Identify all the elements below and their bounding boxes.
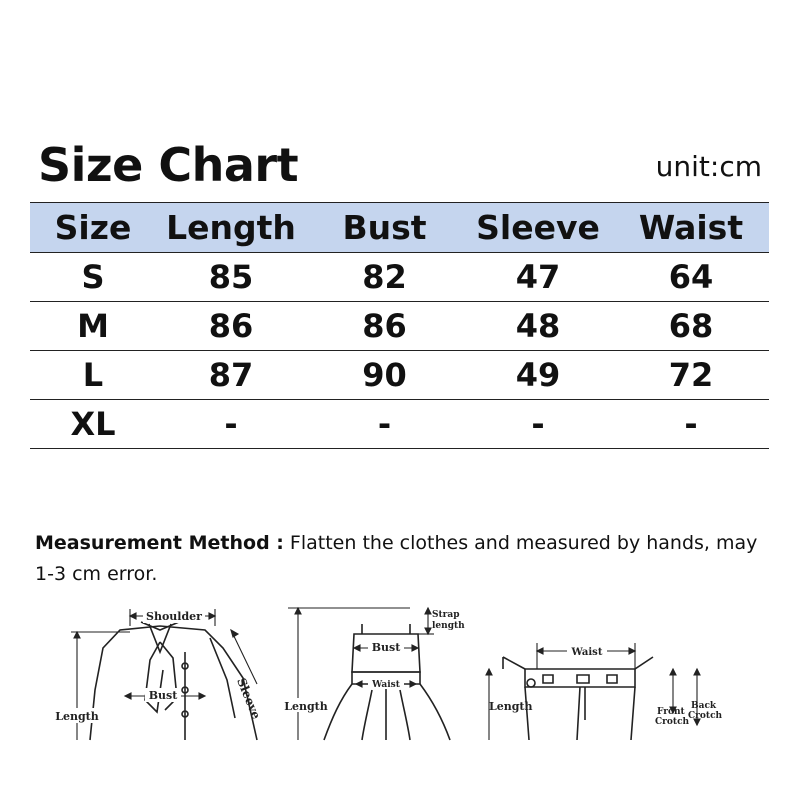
method-label: Measurement Method : <box>35 532 284 554</box>
pants-front-crotch-line2: Crotch <box>655 717 690 727</box>
page-title: Size Chart <box>38 138 299 192</box>
header-size: Size <box>30 203 156 253</box>
dress-diagram <box>280 600 480 740</box>
pants-front-crotch-line1: Front <box>657 707 685 717</box>
cell-bust: - <box>306 400 463 449</box>
shirt-shoulder-label: Shoulder <box>146 610 202 623</box>
method-text: Flatten the clothes and measured by hands, may 1-3 cm error. <box>35 532 758 585</box>
cell-waist: 68 <box>613 302 769 351</box>
header-length: Length <box>156 203 306 253</box>
header-waist: Waist <box>613 203 769 253</box>
table-row <box>30 400 769 449</box>
header-sleeve: Sleeve <box>463 203 613 253</box>
cell-sleeve: 48 <box>463 302 613 351</box>
cell-size: S <box>30 253 156 302</box>
pants-back-crotch-line2: Crotch <box>688 711 723 721</box>
cell-sleeve: 47 <box>463 253 613 302</box>
cell-waist: 72 <box>613 351 769 400</box>
unit-label: unit:cm <box>655 150 762 183</box>
cell-sleeve: - <box>463 400 613 449</box>
pants-diagram <box>485 625 725 745</box>
cell-sleeve: 49 <box>463 351 613 400</box>
shirt-diagram <box>45 600 275 740</box>
cell-bust: 86 <box>306 302 463 351</box>
shirt-length-label: Length <box>55 710 99 723</box>
shirt-sleeve-label: Sleeve <box>234 675 264 722</box>
dress-length-label: Length <box>284 700 328 713</box>
cell-size: M <box>30 302 156 351</box>
table-header-row <box>30 203 769 253</box>
cell-length: 86 <box>156 302 306 351</box>
table-row <box>30 351 769 400</box>
dress-strap-label-line2: length <box>432 621 465 631</box>
dress-waist-label: Waist <box>372 680 400 690</box>
cell-size: XL <box>30 400 156 449</box>
table-row <box>30 253 769 302</box>
cell-length: 85 <box>156 253 306 302</box>
pants-length-label: Length <box>489 700 533 713</box>
dress-bust-label: Bust <box>371 641 401 654</box>
cell-waist: 64 <box>613 253 769 302</box>
pants-waist-label: Waist <box>571 647 603 658</box>
cell-length: - <box>156 400 306 449</box>
shirt-bust-label: Bust <box>148 689 178 702</box>
dress-strap-label-line1: Strap <box>432 610 460 620</box>
size-table <box>30 202 769 449</box>
cell-size: L <box>30 351 156 400</box>
pants-back-crotch-line1: Back <box>691 701 717 711</box>
cell-waist: - <box>613 400 769 449</box>
cell-bust: 90 <box>306 351 463 400</box>
table-row <box>30 302 769 351</box>
cell-length: 87 <box>156 351 306 400</box>
header-bust: Bust <box>306 203 463 253</box>
cell-bust: 82 <box>306 253 463 302</box>
measurement-method <box>35 528 775 590</box>
